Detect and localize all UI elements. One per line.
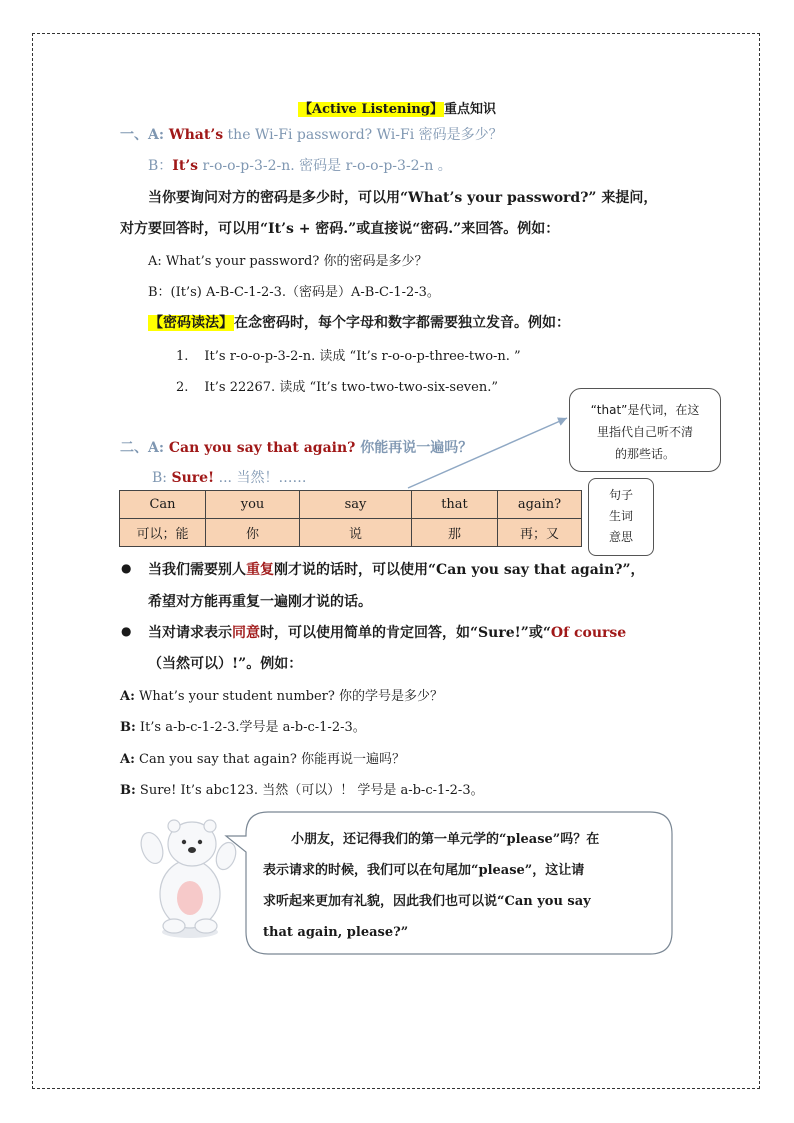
dialog-line: A: What’s your student number? 你的学号是多少？ — [120, 689, 443, 704]
title-cn: 重点知识 — [443, 102, 496, 117]
bullet-agree-line2: （当然可以）!”。例如： — [148, 656, 303, 672]
dialog-line: B: Sure! It’s abc123. 当然（可以）！ 学号是 a-b-c-1-2-3。 — [120, 783, 484, 798]
bullet-repeat-line2: 希望对方能再重复一遍刚才说的话。 — [148, 594, 372, 610]
vocab-cn: 那 — [412, 519, 498, 547]
speech-bubble-text: 小朋友，还记得我们的第一单元学的“please”吗？在 表示请求的时候，我们可以在句尾加“please”，这让请 求听起来更加有礼貌，因此我们也可以说“Can you say that again, please?” — [263, 832, 600, 940]
section2-question: 二、A: Can you say that again? 你能再说一遍吗？ — [120, 440, 473, 456]
dialog-line: A: Can you say that again? 你能再说一遍吗？ — [120, 752, 405, 767]
dialog-line: B: It’s a-b-c-1-2-3.学号是 a-b-c-1-2-3。 — [120, 720, 366, 735]
section1-para-line2: 对方要回答时，可以用“It’s + 密码.”或直接说“密码.”来回答。例如： — [120, 221, 560, 237]
bullet-agree-line1: 当对请求表示同意时，可以使用简单的肯定回答，如“Sure!”或“Of course — [148, 625, 627, 641]
bullet-repeat-line1: 当我们需要别人重复刚才说的话时，可以使用“Can you say that again?”， — [148, 562, 645, 578]
vocab-en: again? — [498, 491, 582, 519]
bullet-dot: ● — [121, 624, 132, 638]
section1-para-line1: 当你要询问对方的密码是多少时，可以用“What’s your password?” 来提问， — [148, 190, 658, 206]
callout-that-note: “that”是代词，在这 里指代自己听不清 的那些话。 — [569, 388, 721, 472]
vocab-en: Can — [120, 491, 206, 519]
password-tip-text: 在念密码时，每个字母和数字都需要独立发音。例如： — [234, 315, 570, 331]
vocab-cn: 你 — [206, 519, 300, 547]
list-item: 2. It’s 22267. 读成 “It’s two-two-two-six-seven.” — [176, 380, 498, 395]
bullet-dot: ● — [121, 561, 132, 575]
section2-answer: B: Sure! ... 当然！…… — [152, 470, 307, 486]
vocab-en: say — [300, 491, 412, 519]
list-item: 1. It’s r-o-o-p-3-2-n. 读成 “It’s r-o-o-p-three-two-n. ” — [176, 349, 521, 364]
vocab-en: you — [206, 491, 300, 519]
callout-sentence-words: 句子 生词 意思 — [588, 478, 654, 556]
section1-question: 一、A: What’s the Wi-Fi password? Wi-Fi 密码是多少？ — [120, 127, 503, 143]
section1-answer: B：It’s r-o-o-p-3-2-n. 密码是 r-o-o-p-3-2-n 。 — [148, 158, 452, 174]
title-en: 【Active Listening】 — [299, 102, 443, 117]
section1-example-a: A: What’s your password? 你的密码是多少？ — [148, 254, 428, 269]
password-tip-label: 【密码读法】 — [149, 315, 233, 331]
vocab-cn: 再；又 — [498, 519, 582, 547]
vocab-en: that — [412, 491, 498, 519]
vocab-cn: 可以；能 — [120, 519, 206, 547]
section1-example-b: B：(It’s) A-B-C-1-2-3.（密码是）A-B-C-1-2-3。 — [148, 285, 440, 300]
vocab-cn: 说 — [300, 519, 412, 547]
